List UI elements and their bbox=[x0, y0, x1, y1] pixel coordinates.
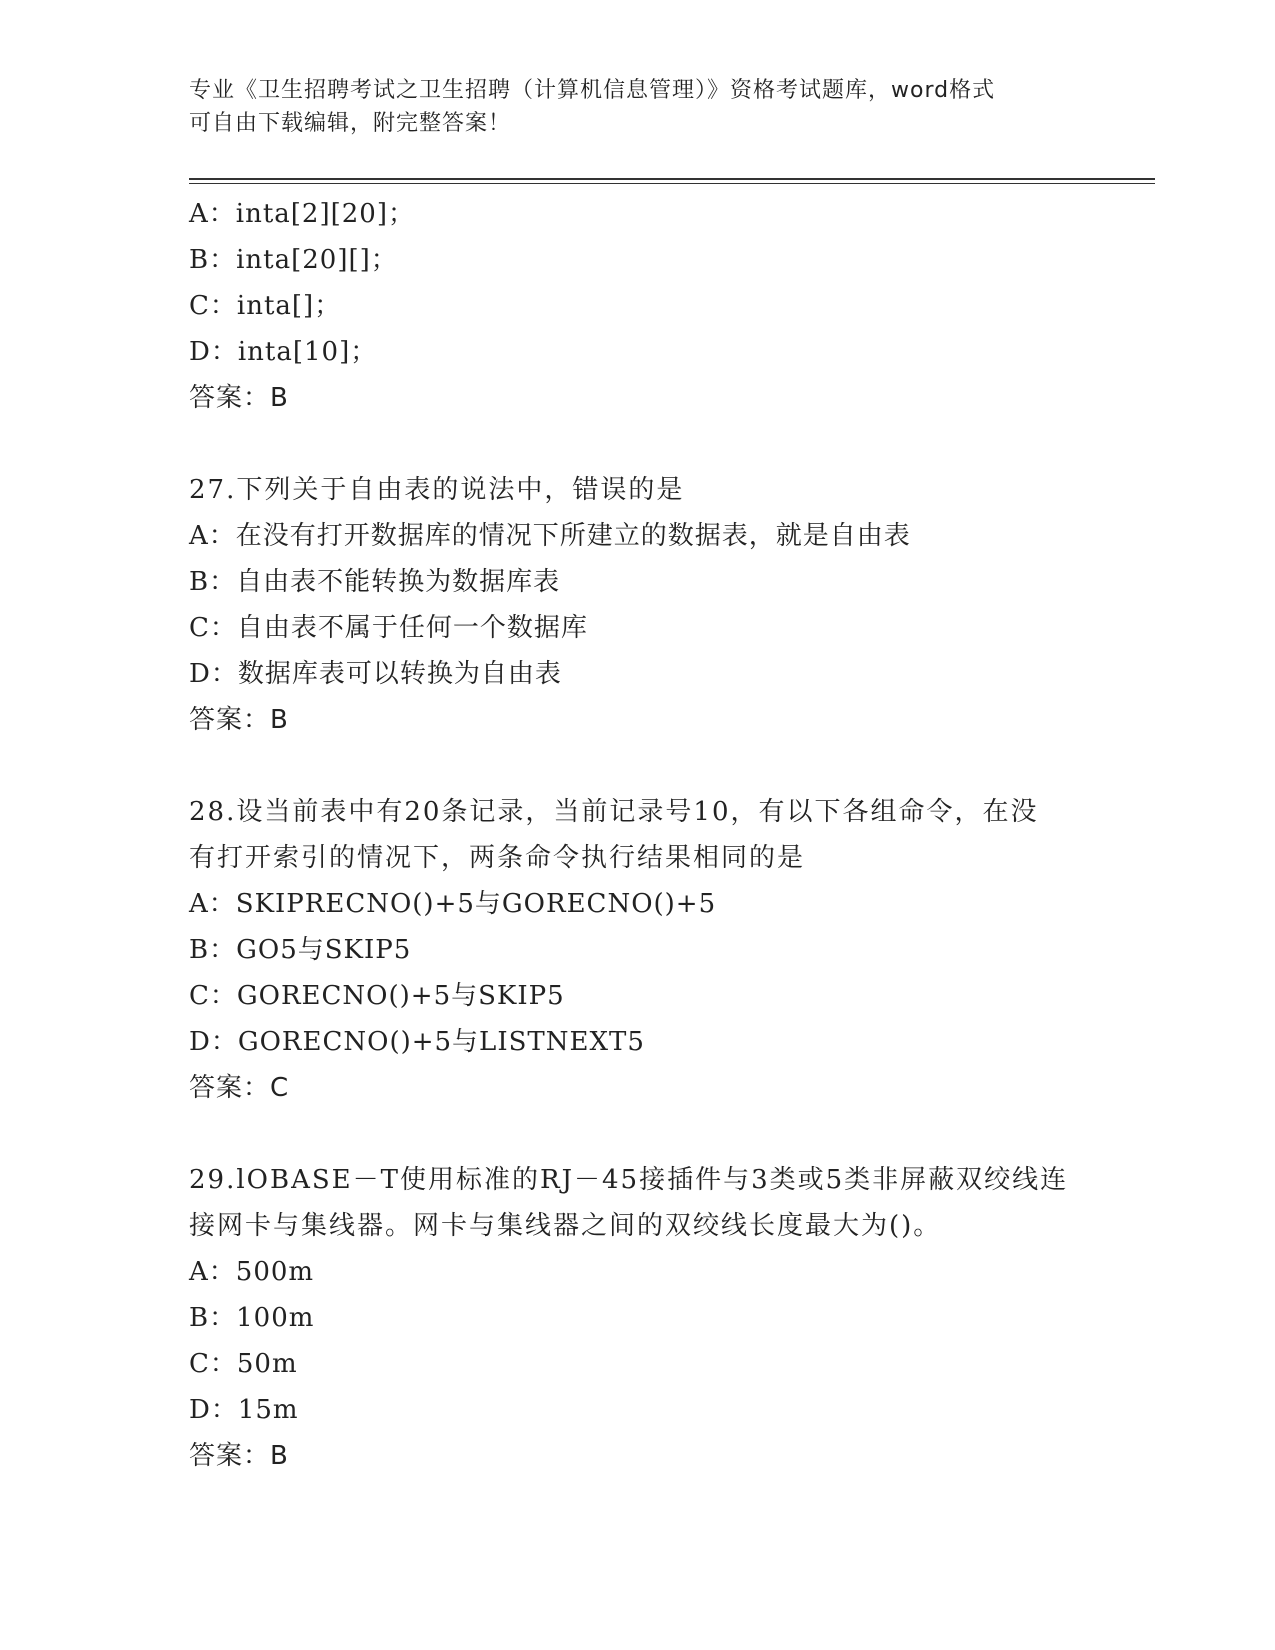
option-a: A：SKIPRECNO()+5与GORECNO()+5 bbox=[189, 889, 717, 919]
question-26-options bbox=[189, 191, 1129, 421]
option-d: D：15m bbox=[189, 1395, 299, 1425]
option-a: A：inta[2][20]； bbox=[189, 199, 415, 229]
question-stem-line-2: 接网卡与集线器。网卡与集线器之间的双绞线长度最大为()。 bbox=[189, 1211, 942, 1241]
option-b: B：inta[20][]； bbox=[189, 245, 398, 275]
option-b: B：自由表不能转换为数据库表 bbox=[189, 567, 561, 597]
header-title-line-1: 专业《卫生招聘考试之卫生招聘（计算机信息管理）》资格考试题库，word格式 bbox=[189, 78, 996, 103]
question-28 bbox=[189, 789, 1129, 1111]
option-a: A：在没有打开数据库的情况下所建立的数据表，就是自由表 bbox=[189, 521, 911, 551]
option-c: C：inta[]； bbox=[189, 291, 342, 321]
question-list bbox=[189, 191, 1129, 1479]
answer-line: 答案：B bbox=[189, 383, 289, 413]
header-title-line-2: 可自由下载编辑，附完整答案！ bbox=[189, 111, 512, 136]
spacer bbox=[189, 1111, 1129, 1157]
question-stem-line-2: 有打开索引的情况下，两条命令执行结果相同的是 bbox=[189, 843, 806, 873]
answer-line: 答案：B bbox=[189, 1441, 289, 1471]
option-a: A：500m bbox=[189, 1257, 315, 1287]
header-divider-thick bbox=[189, 178, 1155, 180]
question-29 bbox=[189, 1157, 1129, 1479]
option-c: C：自由表不属于任何一个数据库 bbox=[189, 613, 588, 643]
answer-line: 答案：C bbox=[189, 1073, 290, 1103]
spacer bbox=[189, 421, 1129, 467]
option-c: C：GORECNO()+5与SKIP5 bbox=[189, 981, 565, 1011]
question-stem-line-1: 29.lOBASE－T使用标准的RJ－45接插件与3类或5类非屏蔽双绞线连 bbox=[189, 1165, 1069, 1195]
option-b: B：GO5与SKIP5 bbox=[189, 935, 412, 965]
question-27 bbox=[189, 467, 1129, 743]
option-b: B：100m bbox=[189, 1303, 315, 1333]
question-stem: 27.下列关于自由表的说法中，错误的是 bbox=[189, 475, 685, 505]
option-d: D：inta[10]； bbox=[189, 337, 378, 367]
answer-line: 答案：B bbox=[189, 705, 289, 735]
spacer bbox=[189, 743, 1129, 789]
question-stem-line-1: 28.设当前表中有20条记录，当前记录号10，有以下各组命令，在没 bbox=[189, 797, 1039, 827]
document-header bbox=[189, 74, 1089, 140]
option-c: C：50m bbox=[189, 1349, 298, 1379]
option-d: D：数据库表可以转换为自由表 bbox=[189, 659, 562, 689]
option-d: D：GORECNO()+5与LISTNEXT5 bbox=[189, 1027, 645, 1057]
header-divider-thin bbox=[189, 183, 1155, 184]
